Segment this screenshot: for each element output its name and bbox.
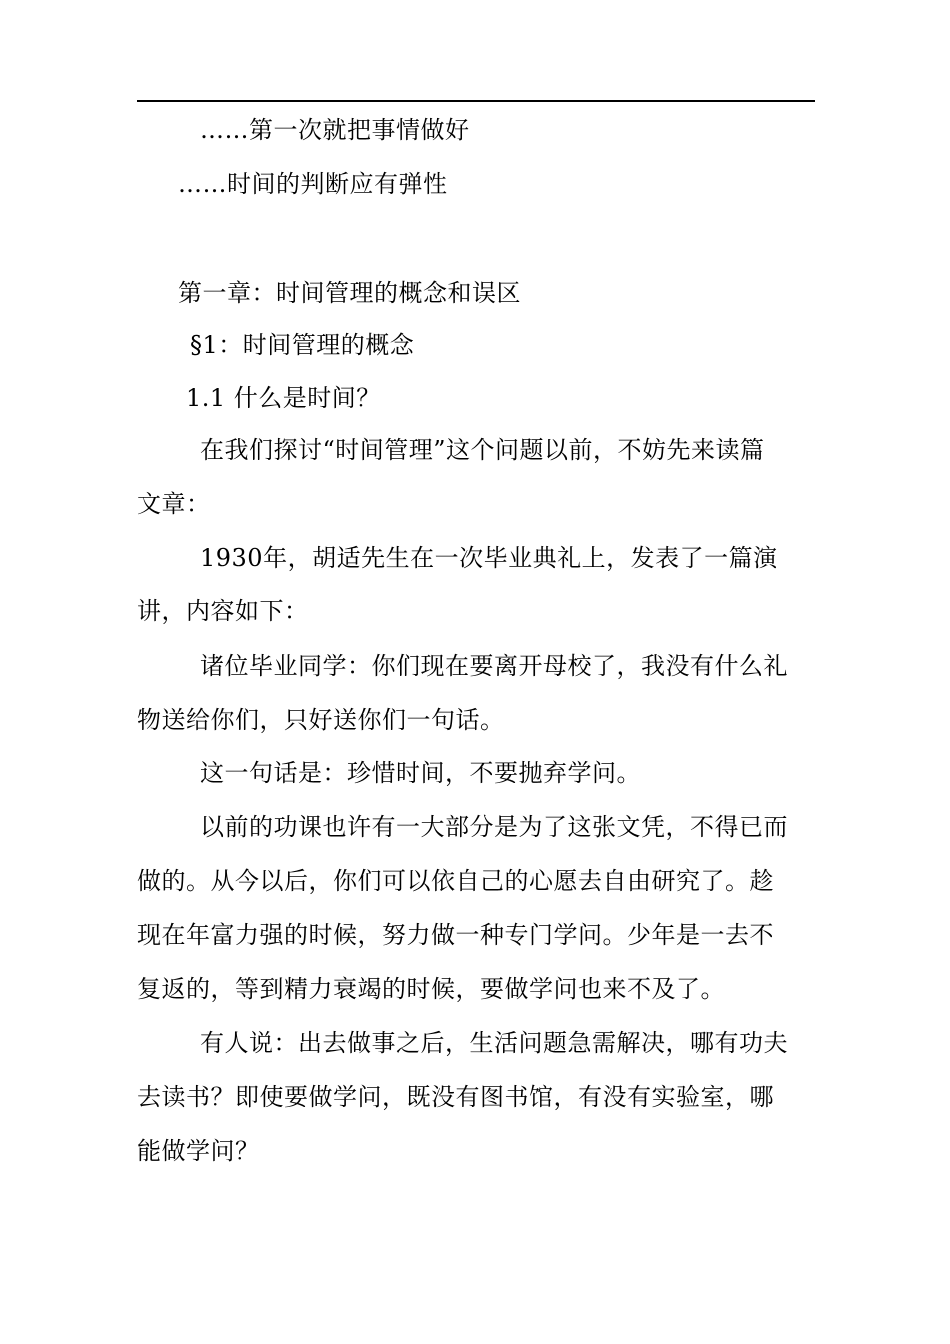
paragraph-line: 这一句话是：珍惜时间，不要抛弃学问。 (200, 759, 641, 787)
paragraph-line: 去读书？即使要做学问，既没有图书馆，有没有实验室，哪 (137, 1083, 774, 1111)
paragraph-line: 以前的功课也许有一大部分是为了这张文凭，不得已而 (200, 813, 788, 841)
paragraph-line: 能做学问？ (137, 1137, 260, 1165)
paragraph-line: 物送给你们，只好送你们一句话。 (137, 706, 505, 734)
subsection-title: 1.1 什么是时间？ (186, 384, 381, 412)
paragraph-line: 诸位毕业同学：你们现在要离开母校了，我没有什么礼 (200, 652, 788, 680)
paragraph-line: 做的。从今以后，你们可以依自己的心愿去自由研究了。趁 (137, 867, 774, 895)
paragraph-line: 讲，内容如下： (137, 597, 309, 625)
paragraph-line: 在我们探讨“时间管理”这个问题以前，不妨先来读篇 (200, 436, 765, 464)
toc-entry: ……第一次就把事情做好 (200, 116, 470, 144)
paragraph-line: 有人说：出去做事之后，生活问题急需解决，哪有功夫 (200, 1029, 788, 1057)
section-title: §1：时间管理的概念 (190, 331, 415, 359)
paragraph-line: 1930年，胡适先生在一次毕业典礼上，发表了一篇演 (200, 544, 778, 572)
toc-entry: ……时间的判断应有弹性 (178, 170, 448, 198)
paragraph-line: 文章： (137, 490, 211, 518)
chapter-title: 第一章：时间管理的概念和误区 (178, 279, 521, 307)
header-rule (137, 100, 815, 102)
paragraph-line: 现在年富力强的时候，努力做一种专门学问。少年是一去不 (137, 921, 774, 949)
paragraph-line: 复返的，等到精力衰竭的时候，要做学问也来不及了。 (137, 975, 725, 1003)
